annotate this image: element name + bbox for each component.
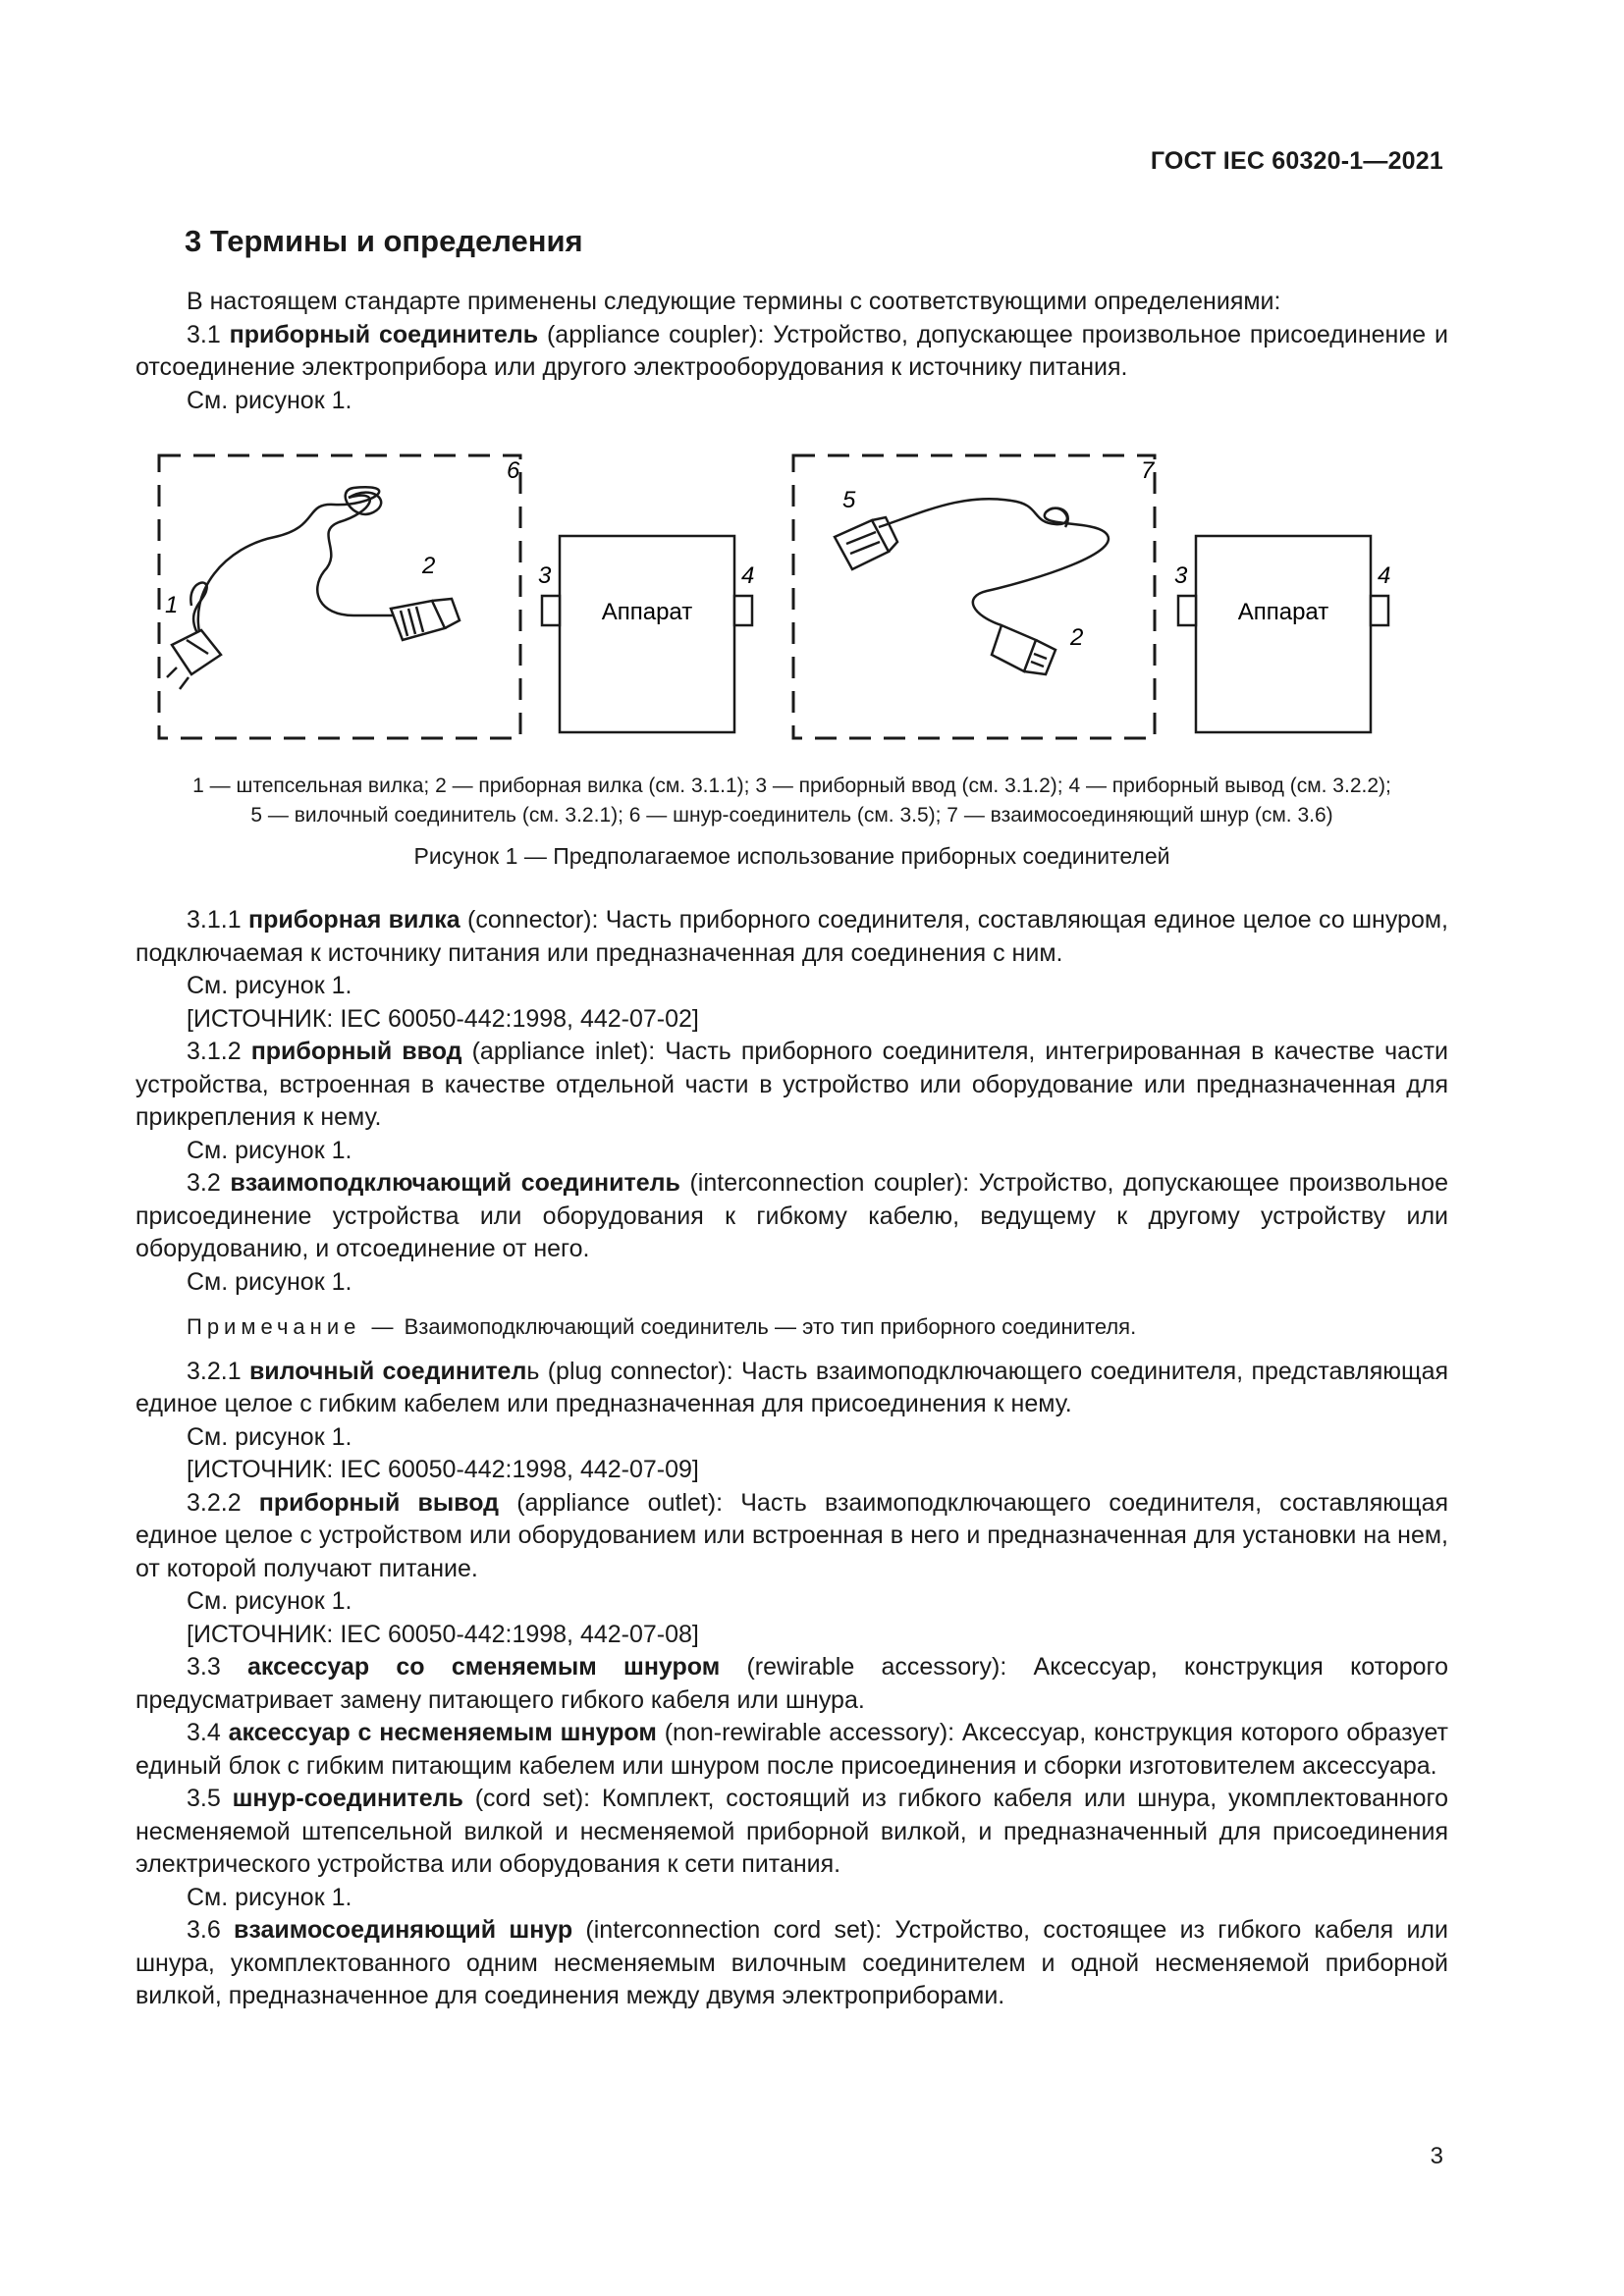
term-definition: (interconnection coupler): Устройство, допускающее произвольное присоединение устройства или оборудования к гибкому кабелю, ведущему к другому устройству или оборудованию, и отсоединение от него.	[135, 1169, 1448, 1262]
term-name: аксессуар с несменяемым шнуром	[228, 1719, 657, 1746]
cord-set-illustration	[167, 487, 460, 689]
term-3-4	[135, 1717, 1448, 1783]
intro-line: В настоящем стандарте применены следующие термины с соответствующими определениями:	[187, 288, 1281, 315]
term-definition: (appliance coupler): Устройство, допускающее произвольное присоединение и отсоединение электроприбора или другого электрооборудования к источнику питания.	[135, 320, 1448, 381]
interconnection-cord-illustration	[835, 499, 1109, 674]
legend-line: 5 — вилочный соединитель (см. 3.2.1); 6 — шнур-соединитель (см. 3.5); 7 — взаимосоединяющий шнур (см. 3.6)	[250, 804, 1333, 827]
source-reference: [ИСТОЧНИК: IEC 60050-442:1998, 442-07-09]	[187, 1456, 699, 1483]
term-3-3	[135, 1651, 1448, 1717]
note-text: Взаимоподключающий соединитель — это тип приборного соединителя.	[404, 1314, 1137, 1339]
see-figure: См. рисунок 1.	[187, 1267, 352, 1296]
source-reference: [ИСТОЧНИК: IEC 60050-442:1998, 442-07-08]	[187, 1620, 699, 1648]
figure-1	[147, 444, 1424, 748]
note-label: Примечание —	[187, 1314, 399, 1339]
document-header: ГОСТ IEC 60320-1—2021	[1150, 147, 1443, 175]
term-number: 3.2.1	[187, 1357, 242, 1385]
term-definition: (interconnection cord set): Устройство, состоящее из гибкого кабеля или шнура, укомплектованного одним несменяемым вилочным соединителем и одной несменяемой приборной вилкой, предназначенное для соединения между двумя электроприборами.	[135, 1916, 1448, 2009]
label-1: 1	[165, 592, 179, 618]
terms-block	[135, 904, 1448, 2013]
see-figure: См. рисунок 1.	[187, 1136, 352, 1164]
term-name: приборный ввод	[250, 1038, 462, 1065]
term-number: 3.1	[187, 320, 221, 348]
term-number: 3.1.2	[187, 1038, 242, 1065]
term-definition: (rewirable accessory): Аксессуар, конструкция которого предусматривает замену питающего гибкого кабеля или шнура.	[135, 1653, 1448, 1714]
label-3-left: 3	[538, 562, 552, 589]
intro-block	[135, 286, 1448, 417]
see-figure: См. рисунок 1.	[187, 1422, 352, 1451]
term-number: 3.6	[187, 1916, 221, 1944]
see-figure: См. рисунок 1.	[187, 386, 352, 414]
device-left-label: Аппарат	[601, 599, 693, 625]
figure-legend	[135, 772, 1448, 830]
section-title: 3 Термины и определения	[185, 224, 583, 258]
term-name: аксессуар со сменяемым шнуром	[247, 1653, 721, 1681]
legend-line: 1 — штепсельная вилка; 2 — приборная вилка (см. 3.1.1); 3 — приборный ввод (см. 3.1.2); 4 — приборный вывод (см. 3.2.2);	[192, 774, 1391, 797]
term-number: 3.5	[187, 1785, 221, 1812]
appliance-inlet-left	[542, 596, 560, 625]
figure-title: Рисунок 1 — Предполагаемое использование приборных соединителей	[413, 843, 1170, 869]
term-3-1	[135, 319, 1448, 385]
see-figure: См. рисунок 1.	[187, 972, 352, 999]
term-definition: (cord set): Комплект, состоящий из гибкого кабеля или шнура, укомплектованного несменяемой штепсельной вилкой и несменяемой приборной вилкой, и предназначенный для присоединения электрического устройства или оборудования к сети питания.	[135, 1785, 1448, 1878]
term-definition: (appliance inlet): Часть приборного соединителя, интегрированная в качестве части устройства, встроенная в качестве отдельной части в устройство или оборудование или предназначенная для прикрепления к нему.	[135, 1038, 1448, 1131]
label-5: 5	[842, 487, 856, 513]
label-2-left: 2	[422, 553, 436, 579]
term-name: вилочный соединител	[248, 1357, 527, 1385]
term-definition: (appliance outlet): Часть взаимоподключающего соединителя, составляющая единое целое с устройством или оборудованием или встроенная в него и предназначенная для установки на нем, от которой получают питание.	[135, 1488, 1449, 1582]
term-definition: (non-rewirable accessory): Аксессуар, конструкция которого образует единый блок с гибким питающим кабелем или шнуром после присоединения и сборки изготовителем аксессуара.	[135, 1719, 1449, 1780]
label-4-left: 4	[741, 562, 755, 589]
term-number: 3.2	[187, 1169, 221, 1197]
term-3-2-2	[135, 1487, 1448, 1586]
source-reference: [ИСТОЧНИК: IEC 60050-442:1998, 442-07-02]	[187, 1004, 699, 1033]
term-3-2	[135, 1167, 1448, 1266]
term-number: 3.3	[187, 1653, 221, 1681]
term-3-1-2	[135, 1036, 1448, 1135]
appliance-inlet-right	[1178, 596, 1196, 625]
term-3-5	[135, 1783, 1448, 1882]
appliance-outlet-right	[1371, 596, 1388, 625]
term-number: 3.1.1	[187, 906, 242, 934]
term-3-2-1	[135, 1356, 1448, 1421]
term-name: взаимоподключающий соединитель	[230, 1169, 680, 1197]
term-number: 3.4	[187, 1719, 221, 1746]
term-name: приборная вилка	[247, 906, 460, 934]
see-figure: См. рисунок 1.	[187, 1883, 352, 1911]
label-2-right: 2	[1070, 624, 1084, 651]
term-name: шнур-соединитель	[232, 1785, 463, 1812]
appliance-outlet-left	[734, 596, 752, 625]
note	[135, 1310, 1448, 1344]
term-name: приборный соединитель	[229, 320, 539, 348]
term-number: 3.2.2	[187, 1488, 242, 1517]
term-definition: ь (plug connector): Часть взаимоподключающего соединителя, представляющая единое целое с гибким кабелем или предназначенная для присоединения к нему.	[135, 1357, 1449, 1417]
device-right-box	[1196, 536, 1371, 732]
term-3-6	[135, 1914, 1448, 2013]
label-3-right: 3	[1174, 562, 1188, 589]
page-number: 3	[1430, 2143, 1443, 2169]
see-figure: См. рисунок 1.	[187, 1587, 352, 1615]
label-4-right: 4	[1378, 562, 1391, 589]
term-3-1-1	[135, 904, 1448, 970]
label-7: 7	[1141, 457, 1155, 484]
device-left-box	[560, 536, 734, 732]
term-name: приборный вывод	[258, 1488, 500, 1517]
label-6: 6	[507, 457, 520, 484]
term-definition: (connector): Часть приборного соединителя, составляющая единое целое со шнуром, подключаемая к источнику питания или предназначенная для соединения с ним.	[135, 906, 1448, 967]
term-name: взаимосоединяющий шнур	[234, 1916, 573, 1944]
device-right-label: Аппарат	[1237, 599, 1329, 625]
cord-set-frame	[159, 455, 520, 738]
